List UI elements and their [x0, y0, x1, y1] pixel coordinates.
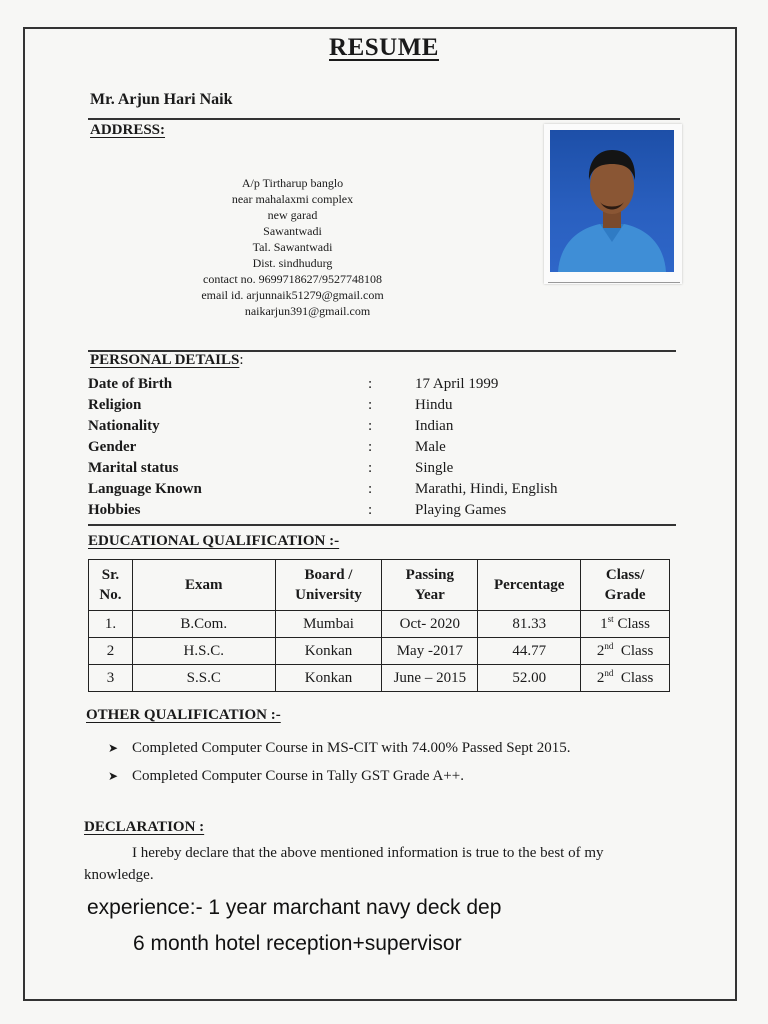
personal-row: Date of Birth : 17 April 1999	[88, 376, 499, 392]
languages-label: Language Known	[88, 481, 202, 497]
photo-underline	[548, 282, 680, 283]
address-line: Tal. Sawantwadi	[252, 240, 333, 254]
declaration-text: I hereby declare that the above mentioned information is true to the best of my knowledge.	[84, 845, 604, 883]
dob-label: Date of Birth	[88, 376, 173, 392]
hobbies-label: Hobbies	[88, 502, 141, 518]
address-line: Dist. sindhudurg	[252, 256, 333, 270]
personal-details-heading: PERSONAL DETAILS:	[90, 352, 244, 368]
photo-frame	[544, 124, 682, 284]
personal-details-table	[88, 376, 678, 523]
arrow-bullet-icon: ➤	[108, 769, 119, 783]
table-row: 2 H.S.C. Konkan May -2017 44.77 2nd Class	[89, 638, 670, 665]
handwritten-experience-line-2: 6 month hotel reception+supervisor	[133, 932, 462, 955]
other-qualification-list	[108, 740, 570, 796]
marital-status-value: Single	[415, 460, 454, 476]
profile-photo	[550, 130, 674, 272]
list-item: ➤ Completed Computer Course in MS-CIT with 74.00% Passed Sept 2015.	[108, 740, 571, 756]
arrow-bullet-icon: ➤	[108, 741, 119, 755]
candidate-name: Mr. Arjun Hari Naik	[90, 91, 233, 108]
gender-label: Gender	[88, 439, 137, 455]
dob-value: 17 April 1999	[415, 376, 499, 392]
table-row: 1. B.Com. Mumbai Oct- 2020 81.33 1st Class	[89, 611, 670, 638]
address-block	[175, 175, 410, 319]
education-heading: EDUCATIONAL QUALIFICATION :-	[88, 533, 340, 549]
class-cell: 2nd Class	[581, 638, 670, 665]
class-cell: 2nd Class	[581, 665, 670, 692]
personal-row: Gender : Male	[88, 439, 446, 455]
personal-row: Hobbies : Playing Games	[88, 502, 507, 518]
marital-status-label: Marital status	[88, 460, 179, 476]
religion-value: Hindu	[415, 397, 453, 413]
person-silhouette-icon	[550, 130, 674, 272]
address-line: Sawantwadi	[263, 224, 322, 238]
other-qualification-heading: OTHER QUALIFICATION :-	[86, 707, 281, 723]
col-sr-no: Sr. No.	[89, 560, 133, 611]
col-exam: Exam	[132, 560, 275, 611]
education-divider	[88, 524, 676, 526]
address-line: new garad	[267, 208, 318, 222]
class-cell: 1st Class	[581, 611, 670, 638]
col-class: Class/ Grade	[581, 560, 670, 611]
address-heading: ADDRESS:	[90, 122, 166, 138]
email-primary: email id. arjunnaik51279@gmail.com	[201, 288, 384, 302]
resume-title: RESUME	[329, 34, 439, 61]
email-secondary: naikarjun391@gmail.com	[244, 304, 371, 318]
col-passing-year: Passing Year	[382, 560, 478, 611]
education-header-row	[89, 560, 670, 611]
religion-label: Religion	[88, 397, 142, 413]
declaration-heading: DECLARATION :	[84, 819, 205, 835]
gender-value: Male	[415, 439, 446, 455]
name-divider	[88, 118, 680, 120]
personal-row: Marital status : Single	[88, 460, 454, 476]
address-line: A/p Tirtharup banglo	[241, 176, 344, 190]
nationality-label: Nationality	[88, 418, 160, 434]
list-item: ➤ Completed Computer Course in Tally GST Grade A++.	[108, 768, 464, 784]
personal-row: Religion : Hindu	[88, 397, 453, 413]
col-board: Board / University	[275, 560, 382, 611]
education-table	[88, 559, 670, 692]
personal-row: Nationality : Indian	[88, 418, 454, 434]
address-line: near mahalaxmi complex	[231, 192, 354, 206]
handwritten-experience-line-1: experience:- 1 year marchant navy deck dep	[87, 896, 502, 919]
table-row: 3 S.S.C Konkan June – 2015 52.00 2nd Class	[89, 665, 670, 692]
hobbies-value: Playing Games	[415, 502, 507, 518]
contact-number: contact no. 9699718627/9527748108	[203, 272, 382, 286]
nationality-value: Indian	[415, 418, 454, 434]
col-percentage: Percentage	[478, 560, 581, 611]
languages-value: Marathi, Hindi, English	[415, 481, 558, 497]
personal-row: Language Known : Marathi, Hindi, English	[88, 481, 558, 497]
